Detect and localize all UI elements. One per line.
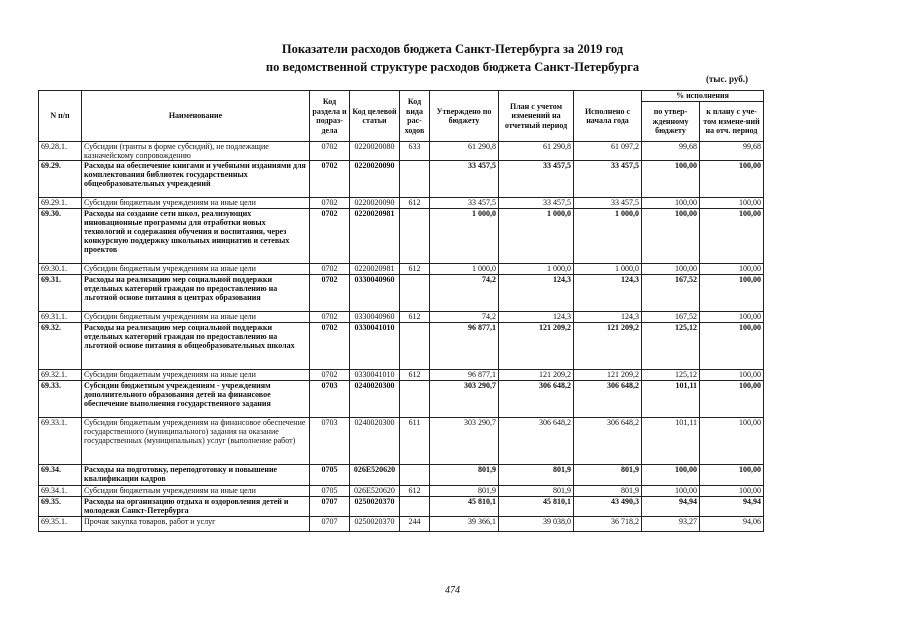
row-expense-code: 612 <box>400 312 430 323</box>
table-row <box>39 312 764 323</box>
row-expense-code: 612 <box>400 264 430 275</box>
row-expense-code: 612 <box>400 198 430 209</box>
row-pct-plan: 100,00 <box>700 486 764 497</box>
row-executed: 124,3 <box>574 312 642 323</box>
row-plan: 33 457,5 <box>499 198 574 209</box>
row-pct-budget: 93,27 <box>642 517 700 532</box>
row-name: Расходы на реализацию мер социальной поддержки отдельных категорий граждан по предоставлению на льготной основе питания в общеобразовательных школах <box>82 323 310 370</box>
row-number: 69.31.1. <box>39 312 82 323</box>
row-number: 69.32. <box>39 323 82 370</box>
row-razdel-code: 0703 <box>310 418 350 465</box>
row-plan: 1 000,0 <box>499 209 574 264</box>
row-expense-code: 633 <box>400 142 430 161</box>
row-target-code: 0240020300 <box>350 381 400 418</box>
row-number: 69.30. <box>39 209 82 264</box>
row-approved: 1 000,0 <box>430 209 499 264</box>
row-plan: 121 209,2 <box>499 323 574 370</box>
row-number: 69.32.1. <box>39 370 82 381</box>
row-target-code: 0220020090 <box>350 161 400 198</box>
row-pct-plan: 100,00 <box>700 465 764 486</box>
row-pct-plan: 100,00 <box>700 312 764 323</box>
row-pct-plan: 99,68 <box>700 142 764 161</box>
row-name: Расходы на реализацию мер социальной поддержки отдельных категорий граждан по предоставлению на льготной основе питания в центрах образования <box>82 275 310 312</box>
row-expense-code <box>400 323 430 370</box>
table-row <box>39 486 764 497</box>
row-plan: 306 648,2 <box>499 381 574 418</box>
row-number: 69.30.1. <box>39 264 82 275</box>
table-row <box>39 161 764 198</box>
row-name: Субсидии бюджетным учреждениям на иные цели <box>82 264 310 275</box>
table-row <box>39 198 764 209</box>
row-name: Субсидии бюджетным учреждениям - учреждениям дополнительного образования детей на финансовое обеспечение выполнения государственного задания <box>82 381 310 418</box>
row-expense-code <box>400 381 430 418</box>
row-approved: 45 810,1 <box>430 497 499 517</box>
row-approved: 96 877,1 <box>430 370 499 381</box>
row-name: Расходы на создание сети школ, реализующих инновационные программы для отработки новых технологий и содержания обучения и воспитания, через конкурсную поддержку школьных инициатив и сетевых проектов <box>82 209 310 264</box>
row-razdel-code: 0702 <box>310 370 350 381</box>
header-pct-plan: к плану с уче-том измене-ний на отч. период <box>700 102 764 142</box>
header-plan: План с учетом изменений на отчетный период <box>499 91 574 142</box>
row-number: 69.33. <box>39 381 82 418</box>
row-pct-plan: 100,00 <box>700 418 764 465</box>
row-pct-budget: 125,12 <box>642 370 700 381</box>
row-number: 69.34.1. <box>39 486 82 497</box>
row-approved: 61 290,8 <box>430 142 499 161</box>
page-number: 474 <box>445 585 460 596</box>
row-approved: 801,9 <box>430 465 499 486</box>
header-razdel: Код раздела и подраз-дела <box>310 91 350 142</box>
row-plan: 45 810,1 <box>499 497 574 517</box>
row-number: 69.34. <box>39 465 82 486</box>
row-executed: 801,9 <box>574 465 642 486</box>
header-num: N п/п <box>39 91 82 142</box>
row-pct-plan: 100,00 <box>700 275 764 312</box>
row-approved: 33 457,5 <box>430 198 499 209</box>
row-plan: 61 290,8 <box>499 142 574 161</box>
row-target-code: 0330041010 <box>350 323 400 370</box>
row-target-code: 0250020370 <box>350 497 400 517</box>
row-plan: 121 209,2 <box>499 370 574 381</box>
header-pct-budget: по утвер-жденному бюджету <box>642 102 700 142</box>
row-number: 69.28.1. <box>39 142 82 161</box>
row-executed: 33 457,5 <box>574 161 642 198</box>
row-plan: 306 648,2 <box>499 418 574 465</box>
row-target-code: 0220020090 <box>350 198 400 209</box>
row-razdel-code: 0702 <box>310 312 350 323</box>
row-executed: 306 648,2 <box>574 418 642 465</box>
row-pct-plan: 94,06 <box>700 517 764 532</box>
row-pct-budget: 100,00 <box>642 209 700 264</box>
row-number: 69.33.1. <box>39 418 82 465</box>
row-pct-budget: 125,12 <box>642 323 700 370</box>
row-plan: 33 457,5 <box>499 161 574 198</box>
row-name: Субсидии бюджетным учреждениям на иные цели <box>82 198 310 209</box>
row-plan: 39 038,0 <box>499 517 574 532</box>
table-row <box>39 497 764 517</box>
row-target-code: 0220020080 <box>350 142 400 161</box>
row-approved: 74,2 <box>430 275 499 312</box>
row-executed: 1 000,0 <box>574 209 642 264</box>
header-approved: Утверждено по бюджету <box>430 91 499 142</box>
row-approved: 303 290,7 <box>430 418 499 465</box>
row-name: Расходы на подготовку, переподготовку и повышение квалификации кадров <box>82 465 310 486</box>
row-approved: 33 457,5 <box>430 161 499 198</box>
row-razdel-code: 0702 <box>310 209 350 264</box>
row-pct-plan: 100,00 <box>700 264 764 275</box>
row-pct-budget: 101,11 <box>642 418 700 465</box>
row-number: 69.29. <box>39 161 82 198</box>
row-target-code: 0330040960 <box>350 312 400 323</box>
row-target-code: 026Е520620 <box>350 486 400 497</box>
row-approved: 801,9 <box>430 486 499 497</box>
table-row <box>39 264 764 275</box>
row-executed: 33 457,5 <box>574 198 642 209</box>
row-expense-code <box>400 209 430 264</box>
table-row <box>39 323 764 370</box>
row-expense-code: 612 <box>400 486 430 497</box>
row-plan: 124,3 <box>499 312 574 323</box>
header-executed: Исполнено с начала года <box>574 91 642 142</box>
table-row <box>39 275 764 312</box>
row-expense-code <box>400 497 430 517</box>
row-pct-budget: 100,00 <box>642 264 700 275</box>
row-number: 69.29.1. <box>39 198 82 209</box>
row-pct-plan: 100,00 <box>700 161 764 198</box>
header-vr: Код вида рас-ходов <box>400 91 430 142</box>
row-pct-budget: 100,00 <box>642 161 700 198</box>
row-pct-plan: 100,00 <box>700 370 764 381</box>
row-executed: 121 209,2 <box>574 323 642 370</box>
row-plan: 1 000,0 <box>499 264 574 275</box>
row-executed: 1 000,0 <box>574 264 642 275</box>
row-name: Субсидии бюджетным учреждениям на финансовое обеспечение государственного (муниципального) задания на оказание государственных (муниципальных) услуг (выполнение работ) <box>82 418 310 465</box>
row-razdel-code: 0702 <box>310 264 350 275</box>
report-title: Показатели расходов бюджета Санкт-Петербурга за 2019 год <box>281 42 624 56</box>
row-plan: 801,9 <box>499 486 574 497</box>
row-expense-code: 244 <box>400 517 430 532</box>
row-name: Прочая закупка товаров, работ и услуг <box>82 517 310 532</box>
row-expense-code: 611 <box>400 418 430 465</box>
row-pct-budget: 99,68 <box>642 142 700 161</box>
row-razdel-code: 0705 <box>310 465 350 486</box>
row-approved: 1 000,0 <box>430 264 499 275</box>
row-plan: 124,3 <box>499 275 574 312</box>
row-razdel-code: 0702 <box>310 275 350 312</box>
row-executed: 121 209,2 <box>574 370 642 381</box>
row-pct-budget: 100,00 <box>642 465 700 486</box>
row-executed: 124,3 <box>574 275 642 312</box>
row-target-code: 0220020981 <box>350 264 400 275</box>
table-row <box>39 209 764 264</box>
row-pct-budget: 101,11 <box>642 381 700 418</box>
row-pct-plan: 100,00 <box>700 381 764 418</box>
row-target-code: 0330041010 <box>350 370 400 381</box>
row-pct-budget: 167,52 <box>642 312 700 323</box>
table-row <box>39 381 764 418</box>
row-approved: 96 877,1 <box>430 323 499 370</box>
budget-table <box>38 90 764 532</box>
row-pct-budget: 167,52 <box>642 275 700 312</box>
header-cs: Код целевой статьи <box>350 91 400 142</box>
row-razdel-code: 0703 <box>310 381 350 418</box>
row-target-code: 0330040960 <box>350 275 400 312</box>
row-executed: 43 490,3 <box>574 497 642 517</box>
row-pct-plan: 100,00 <box>700 198 764 209</box>
table-row <box>39 517 764 532</box>
row-name: Субсидии бюджетным учреждениям на иные цели <box>82 312 310 323</box>
table-row <box>39 370 764 381</box>
row-pct-plan: 100,00 <box>700 209 764 264</box>
row-plan: 801,9 <box>499 465 574 486</box>
row-razdel-code: 0702 <box>310 142 350 161</box>
row-razdel-code: 0707 <box>310 497 350 517</box>
row-number: 69.31. <box>39 275 82 312</box>
units-label: (тыс. руб.) <box>706 74 748 84</box>
table-row <box>39 465 764 486</box>
header-name: Наименование <box>82 91 310 142</box>
row-approved: 74,2 <box>430 312 499 323</box>
row-target-code: 0250020370 <box>350 517 400 532</box>
row-razdel-code: 0702 <box>310 161 350 198</box>
row-name: Расходы на обеспечение книгами и учебными изданиями для комплектования библиотек государственных общеобразовательных учреждений <box>82 161 310 198</box>
header-pct-group: % исполнения <box>642 91 764 102</box>
report-subtitle: по ведомственной структуре расходов бюджета Санкт-Петербурга <box>265 60 640 74</box>
row-pct-plan: 94,94 <box>700 497 764 517</box>
row-expense-code: 612 <box>400 370 430 381</box>
row-target-code: 0240020300 <box>350 418 400 465</box>
row-expense-code <box>400 275 430 312</box>
row-executed: 61 097,2 <box>574 142 642 161</box>
row-approved: 303 290,7 <box>430 381 499 418</box>
row-name: Субсидии бюджетным учреждениям на иные цели <box>82 370 310 381</box>
row-razdel-code: 0705 <box>310 486 350 497</box>
row-name: Субсидии бюджетным учреждениям на иные цели <box>82 486 310 497</box>
row-target-code: 0220020981 <box>350 209 400 264</box>
row-executed: 306 648,2 <box>574 381 642 418</box>
row-approved: 39 366,1 <box>430 517 499 532</box>
row-executed: 801,9 <box>574 486 642 497</box>
row-expense-code <box>400 465 430 486</box>
row-name: Расходы на организацию отдыха и оздоровления детей и молодежи Санкт-Петербурга <box>82 497 310 517</box>
row-pct-budget: 100,00 <box>642 198 700 209</box>
table-row <box>39 142 764 161</box>
row-target-code: 026Е520620 <box>350 465 400 486</box>
row-razdel-code: 0702 <box>310 198 350 209</box>
row-number: 69.35.1. <box>39 517 82 532</box>
row-name: Субсидии (гранты в форме субсидий), не подлежащие казначейскому сопровождению <box>82 142 310 161</box>
row-number: 69.35. <box>39 497 82 517</box>
row-razdel-code: 0707 <box>310 517 350 532</box>
row-expense-code <box>400 161 430 198</box>
row-pct-plan: 100,00 <box>700 323 764 370</box>
row-executed: 36 718,2 <box>574 517 642 532</box>
row-pct-budget: 100,00 <box>642 486 700 497</box>
row-razdel-code: 0702 <box>310 323 350 370</box>
table-row <box>39 418 764 465</box>
row-pct-budget: 94,94 <box>642 497 700 517</box>
